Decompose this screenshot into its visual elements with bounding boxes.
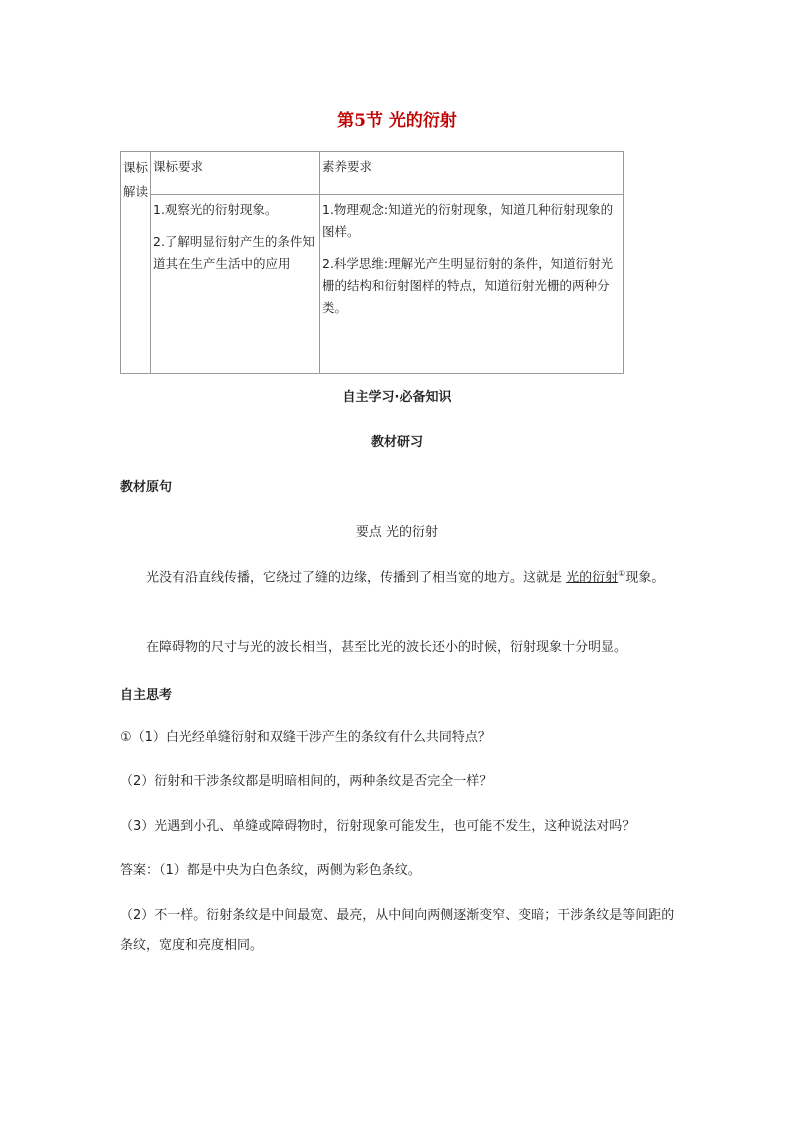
standard-item-1: 1.观察光的衍射现象。: [153, 202, 278, 217]
footnote-mark: ①: [618, 569, 626, 578]
answer-2: （2）不一样。衍射条纹是中间最宽、最亮，从中间向两侧逐渐变窄、变暗；干涉条纹是等间距的条纹，宽度和亮度相同。: [120, 908, 675, 953]
paragraph-1-after: 现象。: [625, 570, 665, 586]
table-header-standard: 课标要求: [151, 152, 320, 195]
requirements-table: [120, 151, 624, 374]
heading-think: 自主思考: [120, 688, 173, 703]
paragraph-1: [120, 559, 676, 593]
question-2: （2）衍射和干涉条纹都是明暗相间的，两种条纹是否完全一样？: [120, 774, 493, 789]
table-header-literacy: 素养要求: [320, 152, 624, 195]
question-1: ①（1）白光经单缝衍射和双缝干涉产生的条纹有什么共同特点？: [120, 730, 491, 745]
paragraph-2: 在障碍物的尺寸与光的波长相当，甚至比光的波长还小的时候，衍射现象十分明显。: [146, 640, 628, 655]
section-sub-heading: 教材研习: [370, 435, 423, 450]
table-cell-literacy: [320, 195, 624, 374]
table-side-label: 课标解读: [121, 152, 151, 374]
answer-1: 答案：（1）都是中央为白色条纹，两侧为彩色条纹。: [120, 863, 421, 878]
table-cell-standard: [151, 195, 320, 374]
standard-item-2: 2.了解明显衍射产生的条件知道其在生产生活中的应用: [153, 233, 315, 271]
page-title: 第5节 光的衍射: [337, 111, 457, 131]
section-main-heading: 自主学习·必备知识: [342, 390, 452, 405]
paragraph-1-before: 光没有沿直线传播，它绕过了缝的边缘，传播到了相当宽的地方。这就是: [146, 570, 563, 586]
literacy-item-2: 2.科学思维:理解光产生明显衍射的条件，知道衍射光栅的结构和衍射图样的特点，知道衍射光栅的两种分类。: [322, 255, 614, 315]
literacy-item-1: 1.物理观念:知道光的衍射现象，知道几种衍射现象的图样。: [322, 202, 614, 239]
key-point: 要点 光的衍射: [355, 525, 439, 540]
heading-source: 教材原句: [120, 480, 173, 495]
term-diffraction: 光的衍射: [566, 570, 619, 586]
question-3: （3）光遇到小孔、单缝或障碍物时，衍射现象可能发生，也可能不发生，这种说法对吗？: [120, 819, 636, 834]
